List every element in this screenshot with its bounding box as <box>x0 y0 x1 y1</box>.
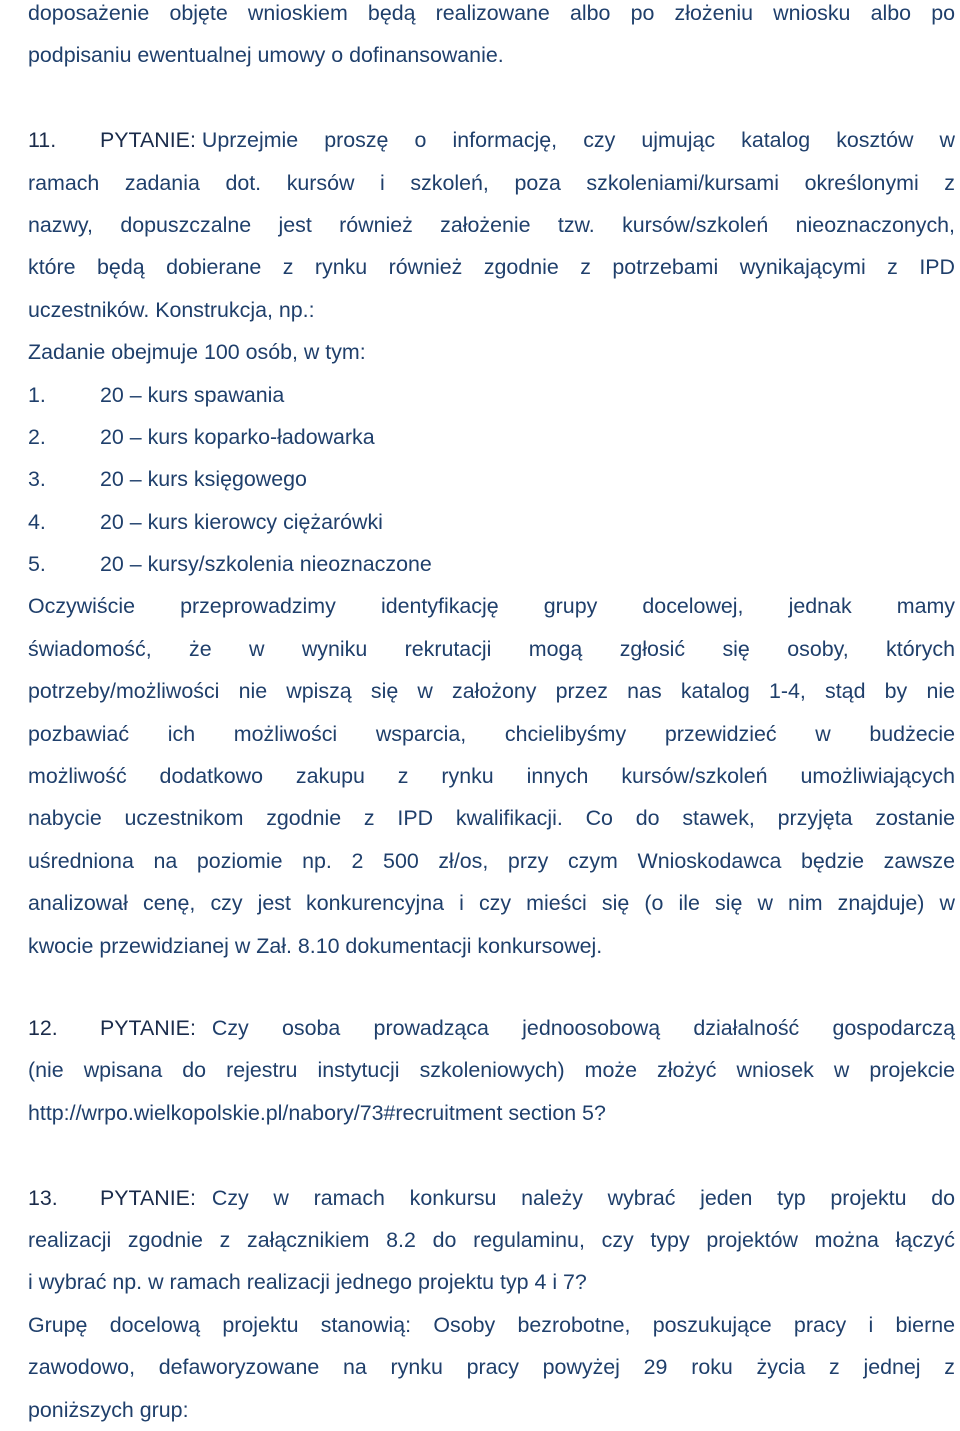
list-item-text: 20 – kurs koparko-ładowarka <box>100 424 375 449</box>
list-item-text: 20 – kursy/szkolenia nieoznaczone <box>100 552 432 577</box>
list-item-number: 1. <box>28 382 46 407</box>
spacer <box>28 77 955 119</box>
list-item <box>28 416 955 458</box>
paragraph-line: analizował cenę, czy jest konkurencyjna i czy mieści się (o ile się w nim znajduje) w <box>28 891 955 916</box>
paragraph-line: poniższych grup: <box>28 1397 189 1422</box>
question-number: 12. <box>28 1015 58 1040</box>
list-item <box>28 458 955 500</box>
paragraph-line: nazwy, dopuszczalne jest również założenie tzw. kursów/szkoleń nieoznaczonych, <box>28 212 955 237</box>
question-13-first-line <box>100 1177 955 1219</box>
question-number: 13. <box>28 1185 58 1210</box>
question-11-first-line <box>100 119 955 161</box>
paragraph-line: Grupę docelową projektu stanowią: Osoby bezrobotne, poszukujące pracy i bierne <box>28 1312 955 1337</box>
paragraph-line: pozbawiać ich możliwości wsparcia, chcielibyśmy przewidzieć w budżecie <box>28 721 955 746</box>
paragraph-line: uśredniona na poziomie np. 2 500 zł/os, przy czym Wnioskodawca będzie zawsze <box>28 848 955 873</box>
question-label: PYTANIE: <box>100 128 196 153</box>
paragraph-line: które będą dobierane z rynku również zgodnie z potrzebami wynikającymi z IPD <box>28 255 955 280</box>
question-text: Czy osoba prowadząca jednoosobową działalność gospodarczą <box>211 1015 955 1040</box>
paragraph-line: potrzeby/możliwości nie wpiszą się w założony przez nas katalog 1-4, stąd by nie <box>28 679 955 704</box>
list-item-text: 20 – kurs księgowego <box>100 467 307 492</box>
list-item-number: 5. <box>28 552 46 577</box>
list-item-number: 4. <box>28 509 46 534</box>
list-item-number: 3. <box>28 467 46 492</box>
question-text: Uprzejmie proszę o informację, czy ujmując katalog kosztów w <box>201 128 955 153</box>
paragraph-line: i wybrać np. w ramach realizacji jednego projektu typ 4 i 7? <box>28 1270 587 1295</box>
list-item-text: 20 – kurs kierowcy ciężarówki <box>100 509 383 534</box>
paragraph-line: ramach zadania dot. kursów i szkoleń, poza szkoleniami/kursami określonymi z <box>28 170 955 195</box>
paragraph-line: (nie wpisana do rejestru instytucji szkoleniowych) może złożyć wniosek w projekcie <box>28 1058 955 1083</box>
question-number: 11. <box>28 128 57 153</box>
question-label: PYTANIE: <box>100 1185 196 1210</box>
paragraph-line: nabycie uczestnikom zgodnie z IPD kwalifikacji. Co do stawek, przyjęta zostanie <box>28 806 955 831</box>
question-12-first-line <box>100 1007 955 1049</box>
question-13-heading <box>28 1177 955 1219</box>
spacer <box>28 1134 955 1176</box>
spacer <box>28 967 955 1007</box>
paragraph-line: Zadanie obejmuje 100 osób, w tym: <box>28 340 366 365</box>
paragraph-line: zawodowo, defaworyzowane na rynku pracy powyżej 29 roku życia z jednej z <box>28 1355 955 1380</box>
paragraph-line: możliwość dodatkowo zakupu z rynku innych kursów/szkoleń umożliwiających <box>28 764 955 789</box>
list-item <box>28 543 955 585</box>
list-item <box>28 501 955 543</box>
paragraph-line: kwocie przewidzianej w Zał. 8.10 dokumentacji konkursowej. <box>28 933 603 958</box>
question-11-heading <box>28 119 955 161</box>
paragraph-line: http://wrpo.wielkopolskie.pl/nabory/73#recruitment section 5? <box>28 1100 606 1125</box>
paragraph-line: Oczywiście przeprowadzimy identyfikację grupy docelowej, jednak mamy <box>28 594 955 619</box>
question-label: PYTANIE: <box>100 1015 196 1040</box>
question-text: Czy w ramach konkursu należy wybrać jeden typ projektu do <box>211 1185 955 1210</box>
document-page <box>28 0 955 1431</box>
paragraph-line: świadomość, że w wyniku rekrutacji mogą zgłosić się osoby, których <box>28 636 955 661</box>
question-12-heading <box>28 1007 955 1049</box>
list-item-number: 2. <box>28 424 46 449</box>
paragraph-line: doposażenie objęte wnioskiem będą realizowane albo po złożeniu wniosku albo po <box>28 1 955 25</box>
list-item-text: 20 – kurs spawania <box>100 382 285 407</box>
paragraph-line: realizacji zgodnie z załącznikiem 8.2 do regulaminu, czy typy projektów można łączyć <box>28 1227 955 1252</box>
paragraph-line: uczestników. Konstrukcja, np.: <box>28 297 315 322</box>
paragraph-line: podpisaniu ewentualnej umowy o dofinansowanie. <box>28 43 504 68</box>
list-item <box>28 374 955 416</box>
